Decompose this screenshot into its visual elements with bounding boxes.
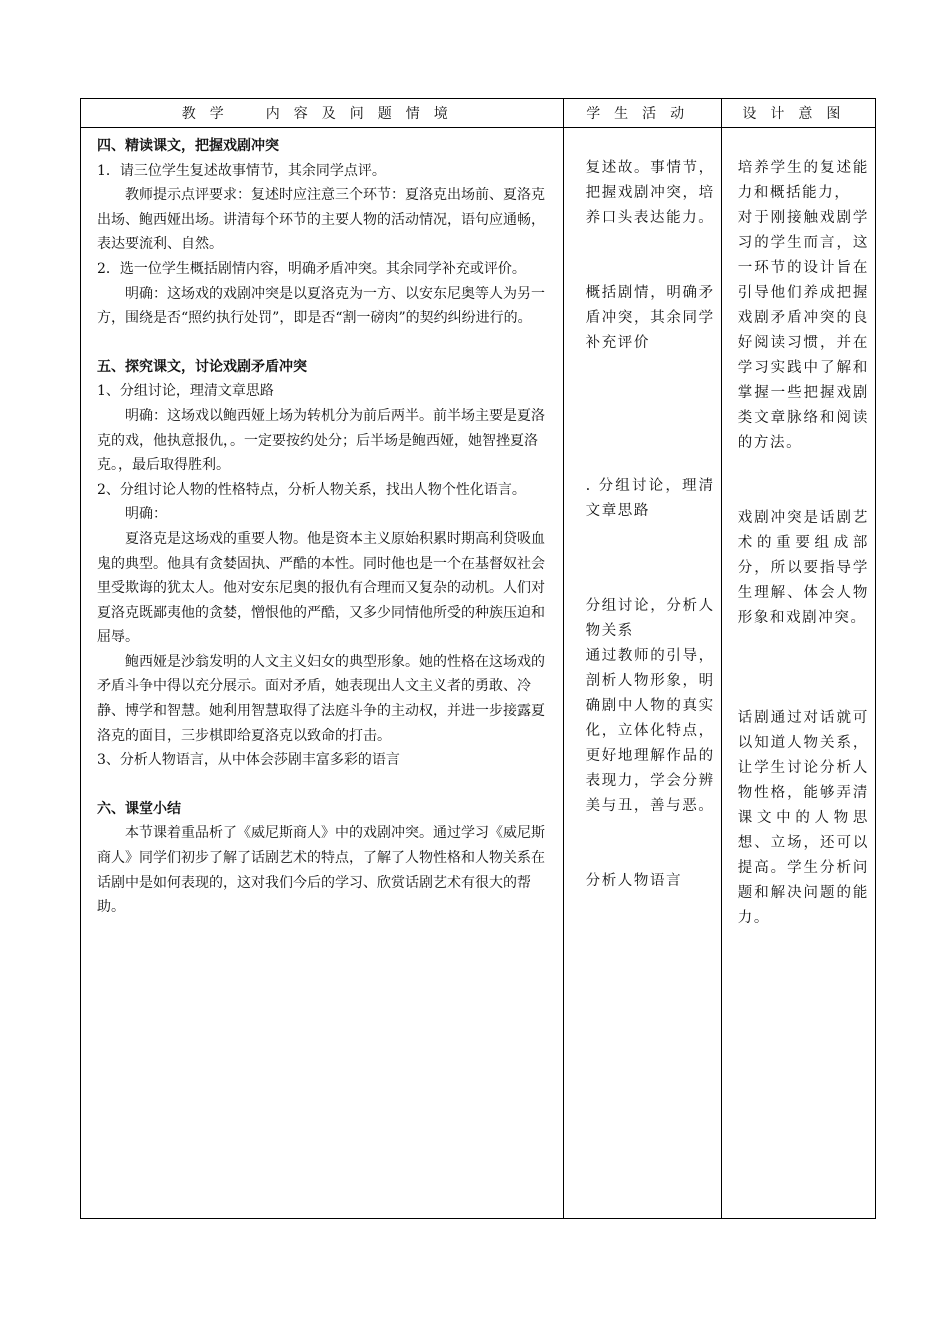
intent-3: 戏剧冲突是话剧艺术的重要组成部分，所以要指导学生理解、体会人物形象和戏剧冲突。: [737, 510, 869, 626]
activity-6: 分析人物语言: [585, 873, 683, 889]
s5-item-3: 3、分析人物语言，从中体会莎剧丰富多彩的语言: [97, 752, 400, 769]
content-cell: [81, 128, 564, 1219]
section-4-title: 四、精读课文，把握戏剧冲突: [97, 138, 279, 154]
s5-item-2-para-2: 鲍西娅是沙翁发明的人文主义妇女的典型形象。她的性格在这场戏的矛盾斗争中得以充分展示。面对矛盾，她表现出人文主义者的勇敢、冷静、博学和智慧。她利用智慧取得了法庭斗争的主动权，并进一步接露夏洛克的面目，三步棋即给夏洛克以致命的打击。: [97, 653, 545, 744]
activity-cell: [563, 128, 721, 1219]
header-intent: 设计意图: [721, 99, 875, 128]
s5-item-1: 1、分组讨论，理清文章思路: [97, 383, 274, 400]
intent-4: 话剧通过对话就可以知道人物关系，让学生讨论分析人物性格，能够弄清课文中的人物思想、立场，还可以提高。学生分析问题和解决问题的能力。: [737, 710, 869, 926]
intent-2: 对于刚接触戏剧学习的学生而言，这一环节的设计旨在引导他们养成把握戏剧矛盾冲突的良好阅读习惯，并在学习实践中了解和掌握一些把握戏剧类文章脉络和阅读的方法。: [737, 210, 869, 451]
activity-3: . 分组讨论，理清文章思路: [585, 478, 715, 519]
section-5-title: 五、探究课文，讨论戏剧矛盾冲突: [97, 358, 307, 375]
header-activity: 学生活动: [563, 99, 721, 128]
activity-1: 复述故。事情节，把握戏剧冲突，培养口头表达能力。: [585, 160, 715, 226]
s4-item-2: 2．选一位学生概括剧情内容，明确矛盾冲突。其余同学补充或评价。: [97, 260, 526, 277]
activity-5: 通过教师的引导，剖析人物形象，明确剧中人物的真实化，立体化特点，更好地理解作品的表现力，学会分辨美与丑，善与恶。: [585, 648, 715, 814]
s5-item-2-para-1: 夏洛克是这场戏的重要人物。他是资本主义原始积累时期高利贷吸血鬼的典型。他具有贪婪固执、严酷的本性。同时他也是一个在基督奴社会里受欺诲的犹太人。他对安东尼奥的报仇有合理而又复杂的动机。人们对夏洛克既鄙夷他的贪婪，憎恨他的严酷，又多少同情他所受的种族压迫和屈辱。: [97, 530, 545, 646]
intent-1: 培养学生的复述能力和概括能力，: [737, 160, 869, 201]
s4-item-1: 1．请三位学生复述故事情节，其余同学点评。: [97, 162, 386, 179]
s6-summary: 本节课着重品析了《威尼斯商人》中的戏剧冲突。通过学习《威尼斯商人》同学们初步了解了话剧艺术的特点，了解了人物性格和人物关系在话剧中是如何表现的，这对我们今后的学习、欣赏话剧艺术有很大的帮助。: [97, 825, 545, 916]
s5-item-2: 2、分组讨论人物的性格特点，分析人物关系，找出人物个性化语言。: [97, 481, 526, 498]
s4-item-2-note: 明确：这场戏的戏剧冲突是以夏洛克为一方、以安东尼奥等人为另一方，围绕是否“照约执行处罚”，即是否“割一磅肉”的契约纠纷进行的。: [97, 285, 545, 327]
s4-item-1-note: 教师提示点评要求：复述时应注意三个环节：夏洛克出场前、夏洛克出场、鲍西娅出场。讲清每个环节的主要人物的活动情况，语句应通畅，表达要流利、自然。: [97, 187, 545, 253]
lesson-plan-table: [80, 98, 876, 1219]
s5-item-2-label: 明确：: [125, 506, 167, 523]
intent-cell: [721, 128, 875, 1219]
table-header-row: [81, 99, 876, 128]
table-body-row: [81, 128, 876, 1219]
section-6-title: 六、课堂小结: [97, 800, 181, 817]
activity-4: 分组讨论，分析人物关系: [585, 598, 715, 639]
s5-item-1-note: 明确：这场戏以鲍西娅上场为转机分为前后两半。前半场主要是夏洛克的戏，他执意报仇，。一定要按约处分；后半场是鲍西娅，她智挫夏洛克。，最后取得胜利。: [97, 407, 545, 474]
activity-2: 概括剧情，明确矛盾冲突，其余同学补充评价: [585, 285, 715, 351]
header-content: 教学 内容及问题情境: [81, 99, 564, 128]
